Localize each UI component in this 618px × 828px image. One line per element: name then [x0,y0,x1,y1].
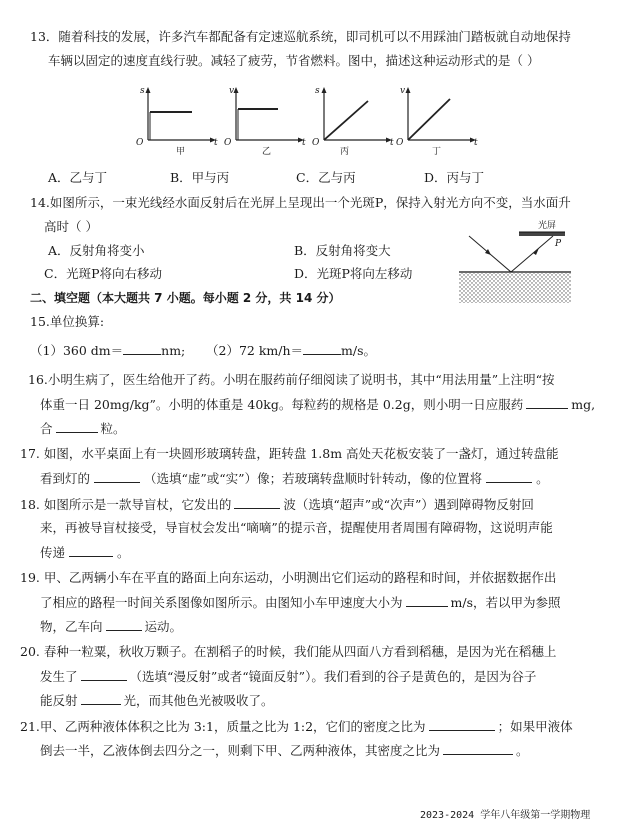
graph-ding-y-label: v [400,86,406,96]
q16-blank-mg[interactable] [526,396,568,409]
q14-option-a: A．反射角将变小 [48,243,145,258]
q20-line2-prefix: 发生了 [40,669,78,684]
q20-line1: 20. 春种一粒粟，秋收万颗子。在割稻子的时候，我们能从四面八方看到稻穗，是因为光在稻穗上 [20,644,557,659]
q19-line1: 19. 甲、乙两辆小车在平直的路面上向东运动，小明测出它们运动的路程和时间，并依据数据作出 [20,570,557,585]
page-footer: 2023-2024 学年八年级第一学期物理 [420,810,591,821]
q14-point-label: P [555,239,562,249]
graph-jia-origin: O [136,138,144,148]
q18-line1-prefix: 18. 如图所示是一款导盲杖，它发出的 [20,497,232,512]
q17-line2-prefix: 看到灯的 [40,471,91,486]
q16-line3-text: 合 [40,421,53,436]
graph-bing-origin: O [312,138,320,148]
q15-part1-blank[interactable] [123,342,161,355]
q21-line1 [20,718,573,735]
q13-option-d: D．丙与丁 [424,170,485,185]
q19-line3-end: 运动。 [144,619,183,634]
q15-part2 [206,342,376,359]
graph-ding-origin: O [396,138,404,148]
q14-screen-label: 光屏 [538,221,557,231]
q18-line1-end: 波（选填“超声”或“次声”）遇到障碍物反射回 [283,497,534,512]
graph-yi-caption: 乙 [262,147,272,157]
q18-line3-prefix: 传递 [40,545,66,560]
q19-line2 [40,594,561,611]
q20-line2-end: （选填“漫反射”或者“镜面反射”）。我们看到的谷子是黄色的，是因为谷子 [129,669,537,684]
section-2-heading: 二、填空题（本大题共 7 小题。每小题 2 分，共 14 分） [30,291,341,305]
q21-line2 [40,742,529,759]
q17-blank-position[interactable] [486,470,532,483]
q17-line1: 17. 如图，水平桌面上有一块圆形玻璃转盘，距转盘 1.8m 高处天花板安装了一盏灯，通过转盘能 [20,446,559,461]
q18-line1 [20,496,534,513]
q15-part2-unit: m/s。 [341,343,377,358]
q15-part2-prefix: （2）72 km/h＝ [206,343,304,358]
q20-line3-prefix: 能反射 [40,693,78,708]
graph-bing [316,85,396,155]
q13-option-b: B．甲与丙 [170,170,230,185]
q16-line1: 16.小明生病了，医生给他开了药。小明在服药前仔细阅读了说明书，其中“用法用量”上注明“按 [28,372,555,387]
graph-ding-x-label: t [474,138,478,148]
q20-line3-end: 光，而其他色光被吸收了。 [123,693,274,708]
graph-bing-caption: 丙 [340,147,350,157]
q21-line1-end: ；如果甲液体 [497,719,573,734]
q18-blank-wave[interactable] [234,496,280,509]
q14-line1: 14.如图所示，一束光线经水面反射后在光屏上呈现出一个光斑P，保持入射光方向不变，当水面升 [30,195,571,210]
q16-line2-text: 体重一日 20mg/kg”。小明的体重是 40kg。每粒药的规格是 0.2g，则小明一日应服药 [40,397,524,412]
graph-bing-x-label: t [390,138,394,148]
q16-line3 [40,420,126,437]
q17-line2-middle: （选填“虚”或“实”）像；若玻璃转盘顺时针转动，像的位置将 [144,471,483,486]
graph-jia-caption: 甲 [176,147,186,157]
q14-line2: 高时（ ） [44,219,98,234]
q20-line3 [40,692,274,709]
q21-line2-end: 。 [516,743,529,758]
q21-line1-prefix: 21.甲、乙两种液体体积之比为 3:1，质量之比为 1:2，它们的密度之比为 [20,719,426,734]
q18-line3 [40,544,130,561]
q19-line2-end: m/s，若以甲为参照 [450,595,561,610]
q15-part2-blank[interactable] [303,342,341,355]
q19-line2-prefix: 了相应的路程一时间关系图像如图所示。由图知小车甲速度大小为 [40,595,403,610]
graph-yi-x-label: t [302,138,306,148]
graph-jia-x-label: t [214,138,218,148]
graph-bing-y-label: s [315,86,320,96]
q14-option-b: B．反射角将变大 [294,243,391,258]
graph-yi-origin: O [224,138,232,148]
q13-line1: 13．随着科技的发展，许多汽车都配备有定速巡航系统，即司机可以不用踩油门踏板就自动地保持 [30,29,571,44]
q18-line3-end: 。 [117,545,130,560]
q16-line3-unit: 粒。 [100,421,126,436]
q19-blank-direction[interactable] [106,618,142,631]
q15-part1-prefix: （1）360 dm＝ [30,343,124,358]
q15-part1-unit: nm; [161,343,186,358]
q14-option-c: C．光斑P将向右移动 [44,266,162,281]
q21-line2-prefix: 倒去一半，乙液体倒去四分之一，则剩下甲、乙两种液体，其密度之比为 [40,743,441,758]
q18-line2: 来，再被导盲杖接受，导盲杖会发出“嘀嘀”的提示音，提醒使用者周围有障碍物，这说明声能 [40,520,553,535]
q13-line2: 车辆以固定的速度直线行驶。减轻了疲劳，节省燃料。图中，描述这种运动形式的是（ ） [48,53,540,68]
q18-blank-transfer[interactable] [69,544,113,557]
q17-line2-end: 。 [536,471,549,486]
q17-blank-image-type[interactable] [94,470,140,483]
q21-blank-ratio2[interactable] [443,742,513,755]
q16-line2-unit: mg, [571,397,596,412]
q15-part1 [30,342,185,359]
q20-line2 [40,668,536,685]
q19-blank-speed[interactable] [406,594,448,607]
q15-title: 15.单位换算: [30,314,105,329]
q17-line2 [40,470,549,487]
q14-reflection-figure [455,222,575,308]
q16-blank-count[interactable] [56,420,98,433]
q14-option-d: D．光斑P将向左移动 [294,266,413,281]
q16-line2 [40,396,595,413]
q20-blank-color[interactable] [81,692,121,705]
graph-jia-y-label: s [140,86,145,96]
q21-blank-ratio1[interactable] [429,718,495,731]
q13-option-a: A．乙与丁 [48,170,108,185]
q13-option-c: C．乙与丙 [296,170,356,185]
graph-yi-y-label: v [229,86,235,96]
q19-line3 [40,618,182,635]
q19-line3-prefix: 物，乙车向 [40,619,103,634]
q20-blank-reflection[interactable] [81,668,127,681]
graph-ding-caption: 丁 [432,147,442,157]
